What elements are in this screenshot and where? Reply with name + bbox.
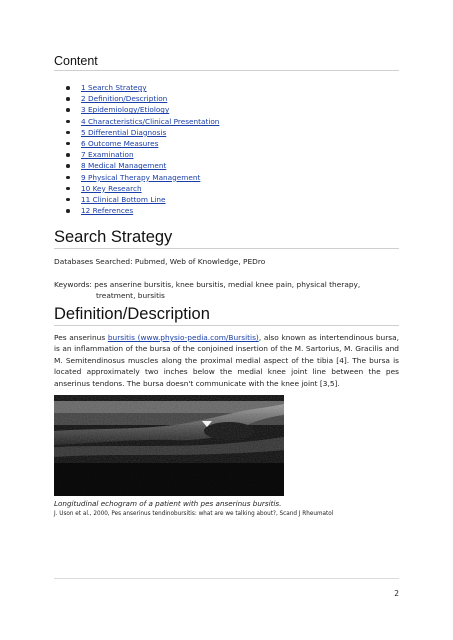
toc-link[interactable]: 5 Differential Diagnosis (81, 127, 167, 137)
definition-text-start: Pes anserinus (54, 333, 108, 342)
toc-link[interactable]: 1 Search Strategy (81, 83, 147, 92)
toc-item (54, 205, 219, 216)
toc-link[interactable]: 6 Outcome Measures (81, 138, 159, 148)
bullet-icon (66, 86, 70, 90)
toc-link[interactable]: 8 Medical Management (81, 161, 167, 171)
toc-link[interactable]: 9 Physical Therapy Management (81, 172, 201, 182)
toc-link[interactable]: 3 Epidemiology/Etiology (81, 105, 170, 115)
bullet-icon (66, 153, 70, 157)
toc-item (54, 194, 219, 205)
bullet-icon (66, 176, 70, 180)
toc-item (54, 127, 219, 138)
bullet-icon (66, 108, 70, 112)
bullet-icon (66, 131, 70, 135)
toc-link[interactable]: 2 Definition/Description (81, 94, 168, 104)
toc-item (54, 138, 219, 149)
toc-item (54, 183, 219, 194)
bullet-icon (66, 97, 70, 101)
toc-item (54, 160, 219, 171)
toc-link[interactable]: 11 Clinical Bottom Line (81, 194, 166, 204)
content-heading: Content (54, 54, 399, 71)
search-strategy-heading: Search Strategy (54, 228, 399, 249)
figure-reference: J. Uson et al., 2000, Pes anserinus tendinobursitis: what are we talking about?, Scand J Rheumatol (54, 511, 334, 517)
databases-searched-text: Databases Searched: Pubmed, Web of Knowledge, PEDro (54, 257, 266, 266)
toc-link[interactable]: 10 Key Research (81, 183, 142, 193)
toc-link[interactable]: 12 References (81, 206, 134, 216)
bullet-icon (66, 187, 70, 191)
toc-item (54, 93, 219, 104)
toc-item (54, 116, 219, 127)
bullet-icon (66, 120, 70, 124)
bursitis-link[interactable]: bursitis (www.physio-pedia.com/Bursitis) (107, 333, 259, 342)
toc-item (54, 172, 219, 183)
definition-paragraph (54, 332, 399, 389)
bullet-icon (66, 142, 70, 146)
bullet-icon (66, 198, 70, 202)
footer-divider (54, 578, 399, 579)
definition-text-rest: , also known as intertendinous bursa, is an inflammation of the bursa of the conjoined insertion of the M. Sartorius, M. Gracilis and M. Semitendinosus muscles along the proximal medial aspect of the tibia [4]. The bursa is located approximately two inches below the medial knee joint line between the pes anserinus tendons. The bursa doesn't communicate with the knee joint [3,5]. (54, 333, 399, 388)
toc-item (54, 149, 219, 160)
echogram-image (54, 395, 284, 496)
toc-item (54, 82, 219, 93)
toc-link[interactable]: 4 Characteristics/Clinical Presentation (81, 116, 220, 126)
definition-heading: Definition/Description (54, 305, 399, 326)
bullet-icon (66, 209, 70, 213)
bullet-icon (66, 164, 70, 168)
page-number: 2 (394, 589, 399, 598)
toc-link[interactable]: 7 Examination (81, 150, 134, 160)
keywords-text: Keywords: pes anserine bursitis, knee bursitis, medial knee pain, physical therapy, treatment, bursitis (54, 280, 361, 301)
table-of-contents (54, 82, 219, 216)
figure-caption: Longitudinal echogram of a patient with pes anserinus bursitis. (54, 499, 282, 508)
toc-item (54, 104, 219, 115)
